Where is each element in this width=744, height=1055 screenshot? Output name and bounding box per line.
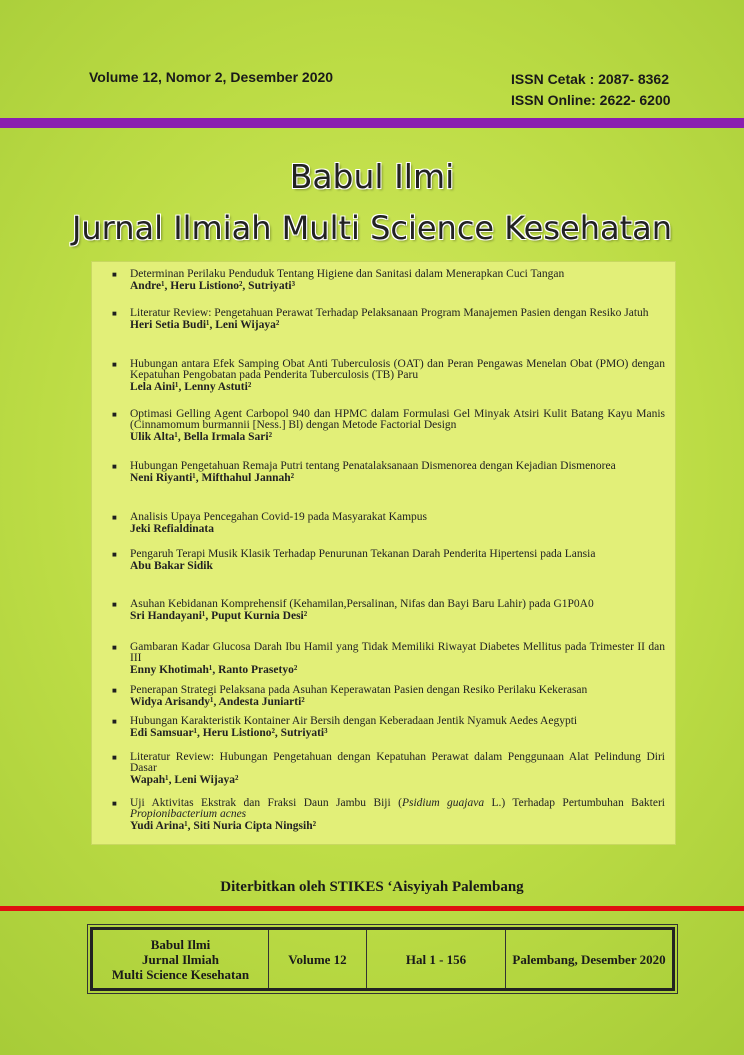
article-authors: Widya Arisandy¹, Andesta Juniarti²: [130, 696, 305, 708]
bullet-icon: ■: [112, 513, 117, 522]
issn-online: ISSN Online: 2622- 6200: [511, 92, 671, 108]
article-title: Gambaran Kadar Glucosa Darah Ibu Hamil yang Tidak Memiliki Riwayat Diabetes Mellitus pada Trimester II dan III: [130, 641, 665, 664]
article-authors: Edi Samsuar¹, Heru Listiono², Sutriyati³: [130, 727, 328, 739]
bullet-icon: ■: [112, 309, 117, 318]
article-authors: Enny Khotimah¹, Ranto Prasetyo²: [130, 664, 298, 676]
bullet-icon: ■: [112, 799, 117, 808]
footer-journal-line: Multi Science Kesehatan: [111, 966, 250, 982]
article-authors: Lela Aini¹, Lenny Astuti²: [130, 381, 252, 393]
table-of-contents: [91, 261, 676, 845]
article-title-part: L.) Terhadap Pertumbuhan Bakteri: [484, 797, 666, 809]
article-authors: Abu Bakar Sidik: [130, 560, 213, 572]
article-title: Determinan Perilaku Penduduk Tentang Higiene dan Sanitasi dalam Menerapkan Cuci Tangan: [130, 268, 565, 280]
issn-print: ISSN Cetak : 2087- 8362: [511, 71, 669, 87]
list-item: [112, 461, 665, 485]
list-item: [112, 642, 665, 677]
volume-issue-label: Volume 12, Nomor 2, Desember 2020: [89, 69, 334, 85]
list-item: [112, 599, 665, 623]
bullet-icon: ■: [112, 360, 117, 369]
article-title: Optimasi Gelling Agent Carbopol 940 dan HPMC dalam Formulasi Gel Minyak Atsiri Kulit Batang Kayu Manis (Cinnamomum burmannii [Ness.] Bl) dengan Metode Factorial Design: [130, 408, 665, 431]
publisher-line: Diterbitkan oleh STIKES ‘Aisyiyah Palembang: [220, 879, 524, 895]
list-item: [112, 752, 665, 787]
list-item: [112, 308, 665, 332]
bullet-icon: ■: [112, 462, 117, 471]
bullet-icon: ■: [112, 753, 117, 762]
article-title: Penerapan Strategi Pelaksana pada Asuhan Keperawatan Pasien dengan Resiko Perilaku Kekerasan: [130, 684, 588, 696]
bullet-icon: ■: [112, 686, 117, 695]
article-title: Analisis Upaya Pencegahan Covid-19 pada Masyarakat Kampus: [130, 511, 428, 523]
article-title: Literatur Review: Hubungan Pengetahuan dengan Kepatuhan Perawat dalam Penggunaan Alat Pelindung Diri Dasar: [130, 751, 665, 774]
article-title: Literatur Review: Pengetahuan Perawat Terhadap Pelaksanaan Program Manajemen Pasien dengan Resiko Jatuh: [130, 307, 649, 319]
article-title: Pengaruh Terapi Musik Klasik Terhadap Penurunan Tekanan Darah Penderita Hipertensi pada Lansia: [130, 548, 596, 560]
list-item: [112, 685, 665, 709]
article-title: Asuhan Kebidanan Komprehensif (Kehamilan,Persalinan, Nifas dan Bayi Baru Lahir) pada G1P0A0: [130, 598, 594, 610]
journal-title: Babul Ilmi: [289, 157, 455, 196]
list-item: [112, 409, 665, 444]
footer-journal-cell: [93, 930, 269, 988]
footer-info-table: [90, 927, 675, 991]
article-title: [130, 798, 665, 820]
list-item: [112, 549, 665, 573]
article-authors: Andre¹, Heru Listiono², Sutriyati³: [130, 280, 296, 292]
list-item: [112, 512, 665, 536]
article-title: Hubungan Karakteristik Kontainer Air Bersih dengan Keberadaan Jentik Nyamuk Aedes Aegypti: [130, 715, 578, 727]
bullet-icon: ■: [112, 717, 117, 726]
red-divider: [0, 906, 744, 911]
article-authors: Jeki Refialdinata: [130, 523, 215, 535]
bullet-icon: ■: [112, 410, 117, 419]
article-title-bacteria: Propionibacterium acnes: [130, 808, 247, 820]
purple-divider: [0, 118, 744, 128]
article-authors: Ulik Alta¹, Bella Irmala Sari²: [130, 431, 273, 443]
list-item: [112, 359, 665, 394]
issn-block: [511, 69, 671, 111]
bullet-icon: ■: [112, 270, 117, 279]
article-authors: Heri Setia Budi¹, Leni Wijaya²: [130, 319, 280, 331]
footer-volume-cell: Volume 12: [269, 930, 367, 988]
bullet-icon: ■: [112, 550, 117, 559]
article-authors: Wapah¹, Leni Wijaya²: [130, 774, 239, 786]
article-title: Hubungan antara Efek Samping Obat Anti Tuberculosis (OAT) dan Peran Pengawas Menelan Obat (PMO) dengan Kepatuhan Pengobatan pada Penderita Tuberculosis (TB) Paru: [130, 358, 665, 381]
article-authors: Yudi Arina¹, Siti Nuria Cipta Ningsih²: [130, 820, 317, 832]
list-item: [112, 798, 665, 833]
footer-place-date-cell: Palembang, Desember 2020: [512, 951, 666, 967]
article-title-part: Uji Aktivitas Ekstrak dan Fraksi Daun Jambu Biji (: [130, 797, 402, 809]
journal-subtitle: Jurnal Ilmiah Multi Science Kesehatan: [71, 209, 673, 247]
article-authors: Sri Handayani¹, Puput Kurnia Desi²: [130, 610, 308, 622]
bullet-icon: ■: [112, 600, 117, 609]
footer-pages-cell: Hal 1 - 156: [367, 930, 506, 988]
article-authors: Neni Riyanti¹, Mifthahul Jannah²: [130, 472, 295, 484]
list-item: [112, 716, 665, 740]
list-item: [112, 269, 665, 293]
bullet-icon: ■: [112, 643, 117, 652]
article-title-species: Psidium guajava: [401, 797, 485, 809]
article-title: Hubungan Pengetahuan Remaja Putri tentang Penatalaksanaan Dismenorea dengan Kejadian Dismenorea: [130, 460, 616, 472]
footer-journal-line: Babul Ilmi: [150, 936, 211, 952]
footer-journal-line: Jurnal Ilmiah: [142, 951, 219, 967]
